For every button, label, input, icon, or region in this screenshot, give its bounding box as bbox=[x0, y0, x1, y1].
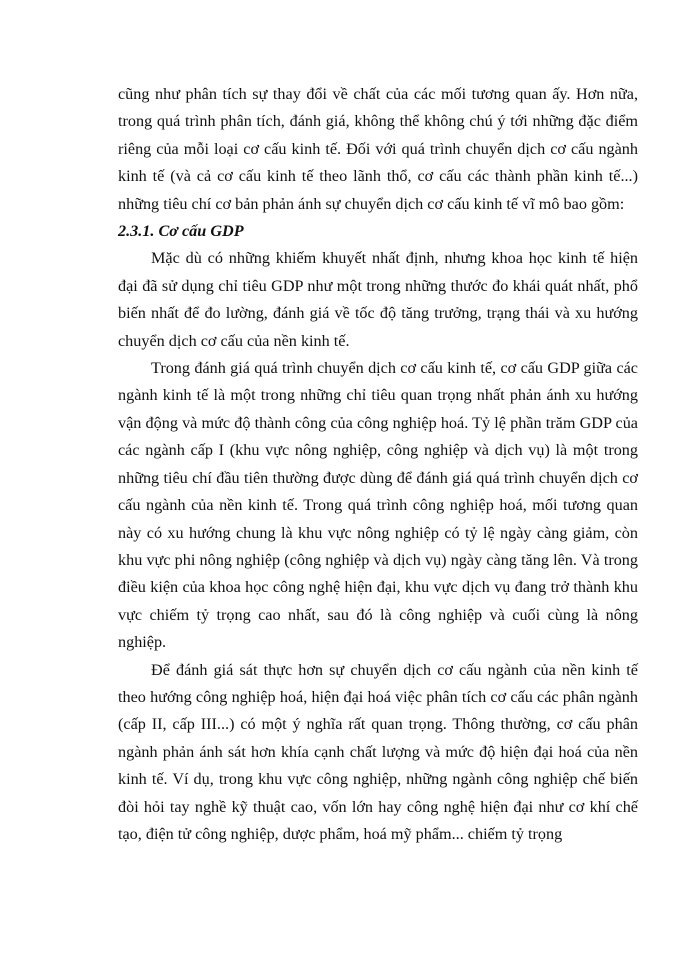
body-paragraph: Để đánh giá sát thực hơn sự chuyển dịch cơ cấu ngành của nền kinh tế theo hướng công nghiệp hoá, hiện đại hoá việc phân tích cơ cấu các phân ngành (cấp II, cấp III...) có một ý nghĩa rất quan trọng. Thông thường, cơ cấu phân ngành phản ánh sát hơn khía cạnh chất lượng và mức độ hiện đại hoá của nền kinh tế. Ví dụ, trong khu vực công nghiệp, những ngành công nghiệp chế biến đòi hỏi tay nghề kỹ thuật cao, vốn lớn hay công nghệ hiện đại như cơ khí chế tạo, điện tử công nghiệp, dược phẩm, hoá mỹ phẩm... chiếm tỷ trọng bbox=[118, 660, 638, 843]
section-heading: 2.3.1. Cơ cấu GDP bbox=[118, 222, 244, 241]
body-paragraph: Mặc dù có những khiếm khuyết nhất định, nhưng khoa học kinh tế hiện đại đã sử dụng chỉ tiêu GDP như một trong những thước đo khái quát nhất, phổ biến nhất để đo lường, đánh giá về tốc độ tăng trưởng, trạng thái và xu hướng chuyển dịch cơ cấu của nền kinh tế. bbox=[118, 249, 638, 350]
body-paragraph: Trong đánh giá quá trình chuyển dịch cơ cấu kinh tế, cơ cấu GDP giữa các ngành kinh tế là một trong những chỉ tiêu quan trọng nhất phản ánh xu hướng vận động và mức độ thành công của công nghiệp hoá. Tỷ lệ phần trăm GDP của các ngành cấp I (khu vực nông nghiệp, công nghiệp và dịch vụ) là một trong những tiêu chí đầu tiên thường được dùng để đánh giá quá trình chuyển dịch cơ cấu ngành của nền kinh tế. Trong quá trình công nghiệp hoá, mối tương quan này có xu hướng chung là khu vực nông nghiệp có tỷ lệ ngày càng giảm, còn khu vực phi nông nghiệp (công nghiệp và dịch vụ) ngày càng tăng lên. Và trong điều kiện của khoa học công nghệ hiện đại, khu vực dịch vụ đang trở thành khu vực chiếm tỷ trọng cao nhất, sau đó là công nghiệp và cuối cùng là nông nghiệp. bbox=[118, 359, 638, 652]
intro-paragraph: cũng như phân tích sự thay đổi về chất của các mối tương quan ấy. Hơn nữa, trong quá trình phân tích, đánh giá, không thể không chú ý tới những đặc điểm riêng của mỗi loại cơ cấu kinh tế. Đối với quá trình chuyển dịch cơ cấu ngành kinh tế (và cả cơ cấu kinh tế theo lãnh thổ, cơ cấu các thành phần kinh tế...) những tiêu chí cơ bản phản ánh sự chuyển dịch cơ cấu kinh tế vĩ mô bao gồm: bbox=[118, 85, 638, 213]
document-body bbox=[118, 81, 638, 848]
